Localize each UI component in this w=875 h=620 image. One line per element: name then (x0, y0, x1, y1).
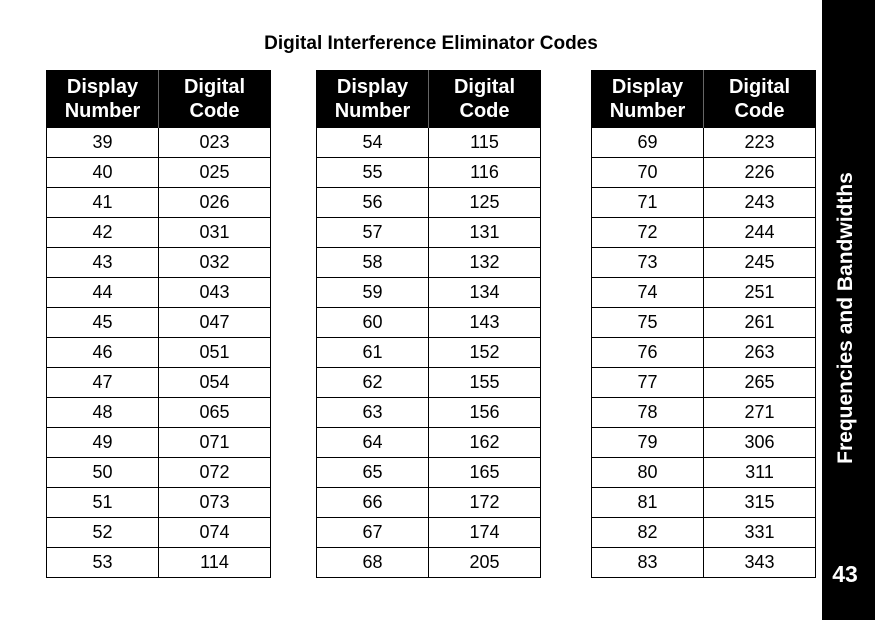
display-number-cell: 65 (317, 458, 429, 488)
display-number-cell: 44 (47, 278, 159, 308)
table-header-row (47, 70, 271, 128)
display-number-cell: 50 (47, 458, 159, 488)
digital-code-cell: 343 (704, 548, 816, 578)
digital-code-cell: 047 (159, 308, 271, 338)
table-row (592, 128, 816, 158)
table-row (47, 158, 271, 188)
table-row (47, 188, 271, 218)
display-number-cell: 46 (47, 338, 159, 368)
display-number-cell: 66 (317, 488, 429, 518)
table-row (592, 518, 816, 548)
digital-code-cell: 311 (704, 458, 816, 488)
digital-code-cell: 032 (159, 248, 271, 278)
codes-table-3 (591, 70, 816, 578)
digital-code-cell: 263 (704, 338, 816, 368)
digital-code-header: Digital Code (429, 70, 541, 128)
digital-code-cell: 131 (429, 218, 541, 248)
table-row (317, 488, 541, 518)
display-number-cell: 77 (592, 368, 704, 398)
table-row (317, 548, 541, 578)
table-row (592, 488, 816, 518)
digital-code-cell: 261 (704, 308, 816, 338)
table-row (592, 218, 816, 248)
display-number-cell: 59 (317, 278, 429, 308)
display-number-cell: 68 (317, 548, 429, 578)
table-row (47, 338, 271, 368)
digital-code-cell: 271 (704, 398, 816, 428)
display-number-cell: 62 (317, 368, 429, 398)
display-number-cell: 39 (47, 128, 159, 158)
table-row (47, 218, 271, 248)
table-row (592, 308, 816, 338)
table-row (317, 518, 541, 548)
table-row (317, 368, 541, 398)
table-row (47, 248, 271, 278)
digital-code-cell: 165 (429, 458, 541, 488)
table-row (592, 158, 816, 188)
digital-code-cell: 174 (429, 518, 541, 548)
display-number-header: Display Number (47, 70, 159, 128)
table-row (317, 458, 541, 488)
display-number-cell: 72 (592, 218, 704, 248)
digital-code-cell: 031 (159, 218, 271, 248)
table-header-row (317, 70, 541, 128)
display-number-cell: 56 (317, 188, 429, 218)
digital-code-cell: 071 (159, 428, 271, 458)
section-title: Frequencies and Bandwidths (834, 172, 857, 464)
digital-code-cell: 072 (159, 458, 271, 488)
display-number-cell: 60 (317, 308, 429, 338)
table-row (592, 368, 816, 398)
display-number-cell: 83 (592, 548, 704, 578)
display-number-cell: 41 (47, 188, 159, 218)
digital-code-cell: 134 (429, 278, 541, 308)
display-number-cell: 80 (592, 458, 704, 488)
digital-code-cell: 223 (704, 128, 816, 158)
table-row (47, 548, 271, 578)
table-row (317, 128, 541, 158)
display-number-cell: 43 (47, 248, 159, 278)
table-row (47, 488, 271, 518)
digital-code-cell: 162 (429, 428, 541, 458)
table-row (592, 428, 816, 458)
display-number-cell: 48 (47, 398, 159, 428)
table-row (317, 218, 541, 248)
table-row (47, 458, 271, 488)
table-row (592, 278, 816, 308)
digital-code-cell: 156 (429, 398, 541, 428)
display-number-cell: 49 (47, 428, 159, 458)
digital-code-cell: 023 (159, 128, 271, 158)
table-row (317, 398, 541, 428)
table-row (592, 548, 816, 578)
display-number-cell: 58 (317, 248, 429, 278)
digital-code-cell: 226 (704, 158, 816, 188)
display-number-cell: 42 (47, 218, 159, 248)
digital-code-cell: 054 (159, 368, 271, 398)
digital-code-cell: 026 (159, 188, 271, 218)
digital-code-cell: 125 (429, 188, 541, 218)
digital-code-cell: 065 (159, 398, 271, 428)
digital-code-header: Digital Code (704, 70, 816, 128)
table-row (592, 248, 816, 278)
table-row (47, 398, 271, 428)
display-number-cell: 71 (592, 188, 704, 218)
table-row (317, 188, 541, 218)
table-row (47, 428, 271, 458)
display-number-cell: 74 (592, 278, 704, 308)
table-row (592, 458, 816, 488)
table-row (592, 188, 816, 218)
display-number-cell: 61 (317, 338, 429, 368)
digital-code-cell: 245 (704, 248, 816, 278)
digital-code-cell: 043 (159, 278, 271, 308)
display-number-cell: 76 (592, 338, 704, 368)
table-row (47, 278, 271, 308)
digital-code-cell: 114 (159, 548, 271, 578)
digital-code-cell: 025 (159, 158, 271, 188)
display-number-cell: 73 (592, 248, 704, 278)
display-number-cell: 67 (317, 518, 429, 548)
digital-code-cell: 205 (429, 548, 541, 578)
digital-code-cell: 143 (429, 308, 541, 338)
table-row (592, 338, 816, 368)
digital-code-cell: 115 (429, 128, 541, 158)
digital-code-cell: 315 (704, 488, 816, 518)
display-number-cell: 69 (592, 128, 704, 158)
digital-code-cell: 073 (159, 488, 271, 518)
display-number-cell: 55 (317, 158, 429, 188)
table-row (317, 308, 541, 338)
digital-code-cell: 265 (704, 368, 816, 398)
display-number-cell: 54 (317, 128, 429, 158)
display-number-cell: 40 (47, 158, 159, 188)
digital-code-header: Digital Code (159, 70, 271, 128)
digital-code-cell: 132 (429, 248, 541, 278)
page-number: 43 (832, 561, 858, 587)
display-number-header: Display Number (592, 70, 704, 128)
digital-code-cell: 331 (704, 518, 816, 548)
display-number-cell: 78 (592, 398, 704, 428)
display-number-cell: 81 (592, 488, 704, 518)
display-number-cell: 64 (317, 428, 429, 458)
digital-code-cell: 172 (429, 488, 541, 518)
table-row (47, 368, 271, 398)
table-row (47, 518, 271, 548)
table-row (317, 338, 541, 368)
codes-table-1 (46, 70, 271, 578)
display-number-cell: 79 (592, 428, 704, 458)
codes-table-2 (316, 70, 541, 578)
digital-code-cell: 116 (429, 158, 541, 188)
table-row (317, 158, 541, 188)
table-row (317, 248, 541, 278)
digital-code-cell: 155 (429, 368, 541, 398)
digital-code-cell: 074 (159, 518, 271, 548)
display-number-cell: 45 (47, 308, 159, 338)
table-row (47, 308, 271, 338)
table-row (592, 398, 816, 428)
digital-code-cell: 251 (704, 278, 816, 308)
digital-code-cell: 306 (704, 428, 816, 458)
digital-code-cell: 244 (704, 218, 816, 248)
digital-code-cell: 152 (429, 338, 541, 368)
display-number-header: Display Number (317, 70, 429, 128)
digital-code-cell: 243 (704, 188, 816, 218)
display-number-cell: 63 (317, 398, 429, 428)
display-number-cell: 70 (592, 158, 704, 188)
display-number-cell: 52 (47, 518, 159, 548)
digital-code-cell: 051 (159, 338, 271, 368)
display-number-cell: 57 (317, 218, 429, 248)
table-row (317, 278, 541, 308)
display-number-cell: 53 (47, 548, 159, 578)
display-number-cell: 51 (47, 488, 159, 518)
display-number-cell: 75 (592, 308, 704, 338)
table-row (317, 428, 541, 458)
display-number-cell: 82 (592, 518, 704, 548)
display-number-cell: 47 (47, 368, 159, 398)
table-header-row (592, 70, 816, 128)
table-row (47, 128, 271, 158)
page-title: Digital Interference Eliminator Codes (264, 33, 598, 54)
